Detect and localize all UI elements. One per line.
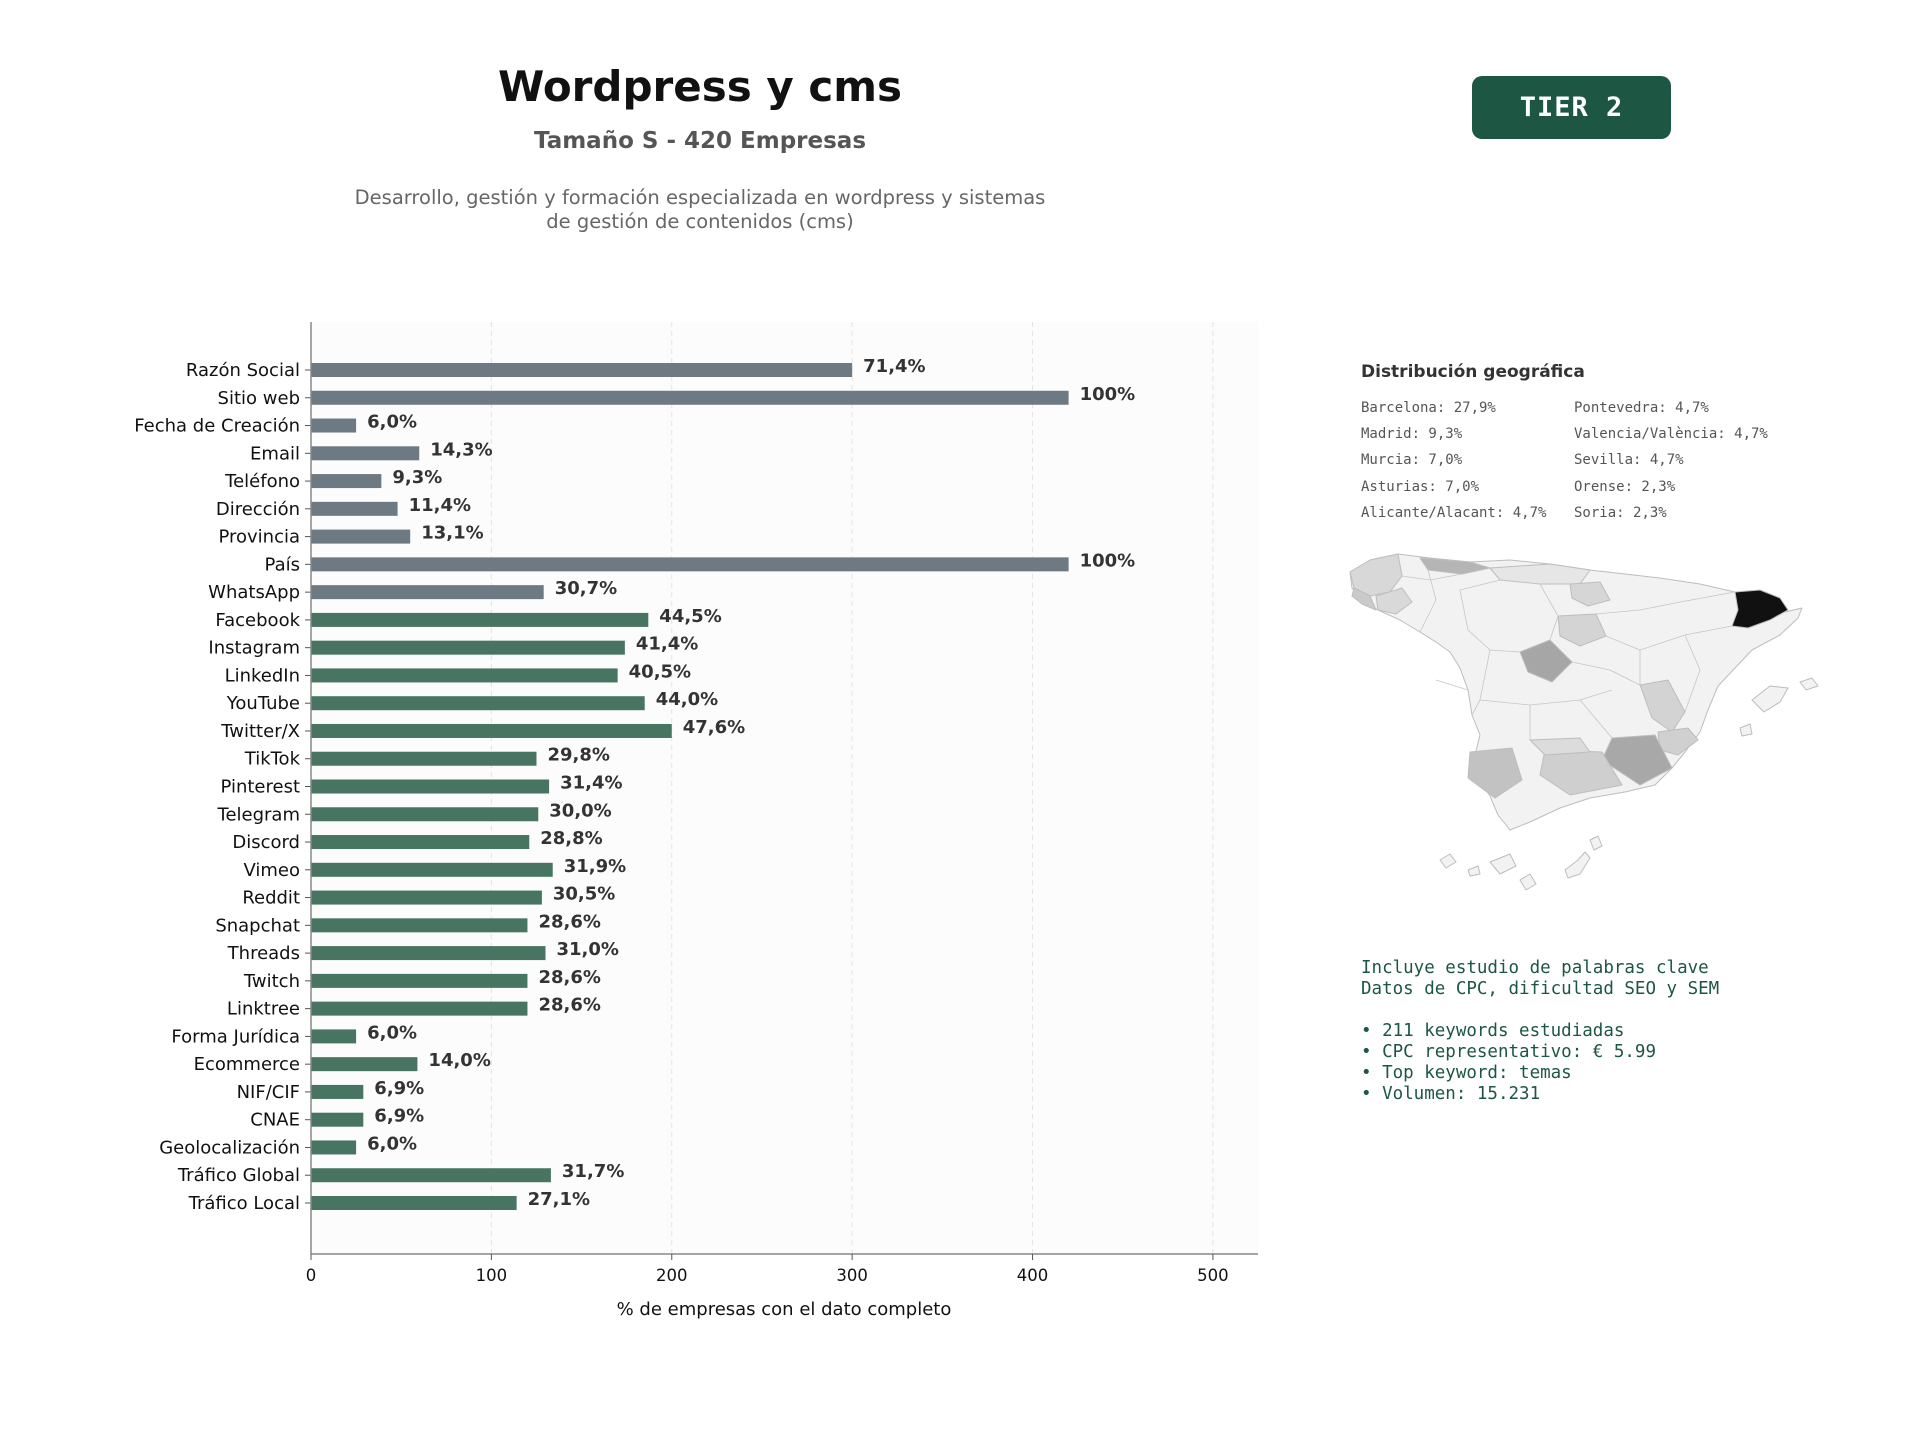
value-label: 27,1% — [527, 1189, 591, 1210]
bar — [311, 585, 544, 599]
bar — [311, 1029, 356, 1043]
keywords-line-2: Datos de CPC, dificultad SEO y SEM — [1361, 979, 1720, 999]
x-tick-label: 100 — [475, 1266, 508, 1285]
value-label: 100% — [1079, 383, 1136, 405]
category-label: Discord — [232, 832, 300, 854]
category-label: LinkedIn — [224, 665, 300, 687]
bar — [311, 780, 549, 794]
value-label: 6,0% — [367, 411, 418, 433]
bar — [311, 891, 542, 905]
x-axis-title: % de empresas con el dato completo — [616, 1299, 952, 1320]
category-label: Twitch — [243, 970, 300, 992]
description-line-2: de gestión de contenidos (cms) — [546, 210, 854, 233]
category-label: Email — [250, 443, 300, 465]
bar — [311, 863, 553, 877]
x-tick-label: 0 — [305, 1266, 317, 1285]
page-subtitle: Tamaño S - 420 Empresas — [533, 128, 867, 154]
x-ticks — [306, 1254, 1229, 1285]
x-tick-label: 300 — [836, 1266, 868, 1285]
value-label: 40,5% — [628, 661, 692, 683]
bar — [311, 1085, 363, 1099]
value-label: 31,9% — [563, 855, 627, 877]
value-label: 30,0% — [549, 800, 612, 822]
value-label: 29,8% — [547, 744, 610, 766]
geo-distribution-title: Distribución geográfica — [1361, 362, 1585, 382]
bar — [311, 530, 410, 544]
bar — [311, 474, 381, 488]
x-tick-label: 400 — [1016, 1266, 1049, 1285]
description-line-1: Desarrollo, gestión y formación especializada en wordpress y sistemas — [354, 186, 1046, 209]
category-label: Teléfono — [225, 471, 300, 493]
category-label: YouTube — [226, 693, 300, 715]
keywords-panel — [1361, 958, 1719, 1105]
value-label: 6,9% — [374, 1105, 425, 1127]
keywords-spacer — [1361, 1000, 1719, 1021]
geo-item: Barcelona: 27,9% — [1361, 400, 1496, 416]
bar — [311, 1196, 517, 1210]
bar — [311, 1113, 363, 1127]
bar — [311, 1168, 551, 1182]
category-label: Ecommerce — [193, 1054, 300, 1076]
bar — [311, 363, 852, 377]
keyword-bullet: • CPC representativo: € 5.99 — [1361, 1042, 1657, 1062]
bar — [311, 835, 529, 849]
category-label: Instagram — [208, 637, 300, 659]
category-label: WhatsApp — [208, 582, 300, 604]
canary-islands — [1440, 836, 1602, 890]
value-label: 31,0% — [556, 939, 619, 961]
category-label: Tráfico Global — [177, 1165, 300, 1187]
category-label: País — [264, 554, 300, 576]
value-label: 30,5% — [552, 883, 616, 905]
geo-item: Sevilla: 4,7% — [1574, 452, 1684, 468]
value-label: 30,7% — [554, 578, 618, 600]
category-label: Facebook — [215, 609, 300, 631]
region-north-light — [1490, 564, 1590, 584]
geo-item: Alicante/Alacant: 4,7% — [1361, 505, 1547, 521]
category-label: Telegram — [217, 804, 300, 826]
geo-item: Asturias: 7,0% — [1361, 479, 1480, 495]
category-label: TikTok — [244, 748, 300, 770]
value-label: 71,4% — [863, 356, 926, 377]
geo-item: Pontevedra: 4,7% — [1574, 400, 1709, 416]
bar — [311, 641, 625, 655]
category-label: Snapchat — [215, 915, 300, 937]
geo-item: Valencia/València: 4,7% — [1574, 426, 1768, 442]
bar — [311, 974, 527, 988]
x-tick-label: 500 — [1197, 1266, 1229, 1285]
value-label: 28,8% — [540, 828, 603, 850]
geo-item: Madrid: 9,3% — [1361, 426, 1463, 442]
category-label: Tráfico Local — [188, 1193, 300, 1214]
category-label: Threads — [227, 943, 300, 965]
bar — [311, 918, 527, 932]
category-label: Forma Jurídica — [171, 1026, 300, 1048]
bar — [311, 1002, 527, 1016]
value-label: 9,3% — [392, 467, 443, 489]
bar — [311, 807, 538, 821]
category-label: Pinterest — [220, 776, 300, 798]
page-title: Wordpress y cms — [497, 62, 902, 111]
value-label: 28,6% — [538, 911, 601, 933]
category-label: Sitio web — [217, 387, 300, 409]
keyword-bullet: • 211 keywords estudiadas — [1361, 1021, 1625, 1041]
value-label: 31,4% — [560, 772, 623, 794]
value-label: 28,6% — [538, 966, 601, 988]
bar — [311, 1140, 356, 1154]
x-tick-label: 200 — [656, 1266, 688, 1285]
bar — [311, 668, 618, 682]
value-label: 28,6% — [538, 994, 601, 1016]
value-label: 47,6% — [682, 716, 746, 738]
category-label: Twitter/X — [221, 720, 300, 742]
tier-badge: TIER 2 — [1472, 76, 1671, 139]
value-label: 13,1% — [421, 522, 484, 544]
geo-item: Orense: 2,3% — [1574, 479, 1676, 495]
value-label: 6,0% — [367, 1022, 418, 1044]
balearic-islands — [1740, 678, 1818, 736]
bar — [311, 946, 545, 960]
keyword-bullet: • Volumen: 15.231 — [1361, 1084, 1541, 1104]
geo-item: Murcia: 7,0% — [1361, 452, 1463, 468]
category-label: CNAE — [250, 1109, 300, 1131]
category-label: Vimeo — [243, 859, 300, 881]
keyword-bullet: • Top keyword: temas — [1361, 1063, 1572, 1083]
category-label: Geolocalización — [159, 1137, 300, 1159]
value-label: 14,0% — [428, 1050, 491, 1072]
category-label: Fecha de Creación — [134, 415, 300, 437]
bar — [311, 696, 645, 710]
bar — [311, 557, 1069, 571]
category-label: Provincia — [218, 526, 300, 548]
category-label: Razón Social — [185, 360, 300, 381]
category-label: Reddit — [242, 887, 300, 909]
value-label: 44,5% — [659, 605, 722, 627]
bar — [311, 724, 672, 738]
category-label: NIF/CIF — [236, 1081, 300, 1103]
category-label: Linktree — [226, 998, 300, 1020]
bar — [311, 419, 356, 433]
region-alicante — [1658, 728, 1698, 755]
value-label: 6,9% — [374, 1077, 425, 1099]
value-label: 14,3% — [430, 439, 493, 461]
geo-item: Soria: 2,3% — [1574, 505, 1667, 521]
value-label: 44,0% — [655, 689, 719, 711]
value-label: 41,4% — [635, 633, 699, 655]
value-label: 100% — [1079, 550, 1136, 572]
bar — [311, 1057, 417, 1071]
category-label: Dirección — [215, 498, 300, 520]
bar — [311, 502, 398, 516]
value-label: 11,4% — [408, 494, 472, 516]
value-label: 6,0% — [367, 1133, 418, 1155]
bar — [311, 752, 536, 766]
keywords-line-1: Incluye estudio de palabras clave — [1361, 958, 1709, 978]
bar — [311, 446, 419, 460]
spain-map — [1340, 540, 1860, 910]
bar — [311, 613, 648, 627]
bar — [311, 391, 1069, 405]
value-label: 31,7% — [561, 1161, 625, 1183]
